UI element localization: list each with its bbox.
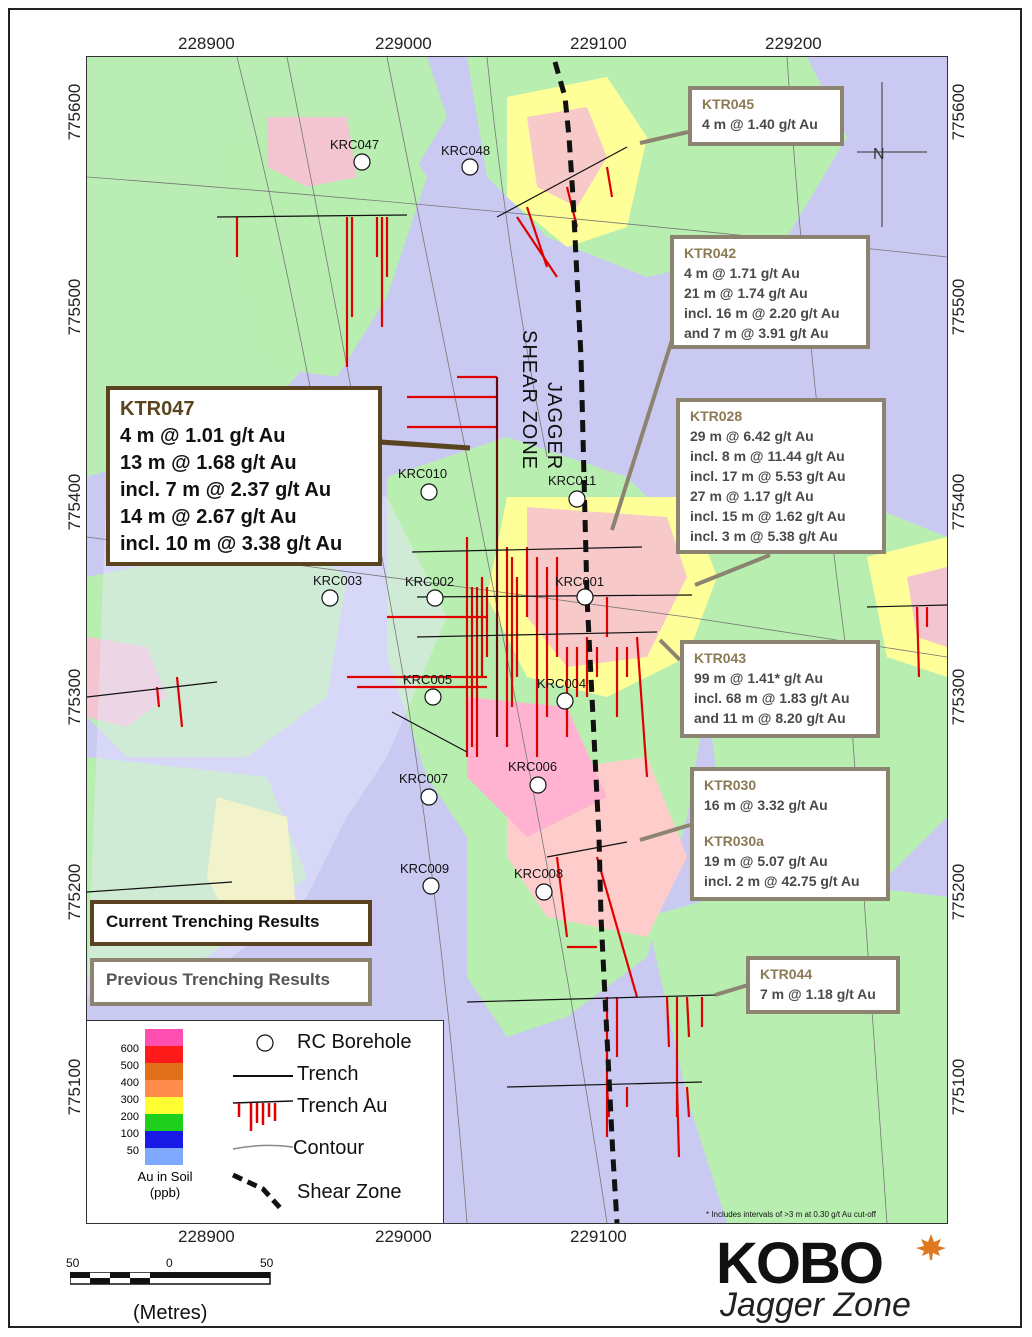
borehole-label: KRC048 <box>441 143 491 158</box>
map-subtitle: Jagger Zone <box>720 1286 911 1324</box>
result-box-ktr028 <box>676 398 886 554</box>
maple-leaf-icon <box>914 1232 948 1262</box>
result-line: incl. 7 m @ 2.37 g/t Au <box>120 479 332 501</box>
result-line: incl. 16 m @ 2.20 g/t Au <box>684 305 840 321</box>
borehole-label: KRC047 <box>330 137 380 152</box>
result-line: incl. 10 m @ 3.38 g/t Au <box>120 533 343 555</box>
y-tick-left: 775300 <box>65 668 84 726</box>
result-line: 29 m @ 6.42 g/t Au <box>690 428 814 444</box>
result-box-ktr047 <box>106 386 382 566</box>
result-line: 4 m @ 1.01 g/t Au <box>120 425 286 447</box>
x-tick-top: 229200 <box>765 34 822 53</box>
result-line: and 11 m @ 8.20 g/t Au <box>694 710 846 726</box>
key-current-results: Current Trenching Results <box>90 900 372 946</box>
result-line: and 7 m @ 3.91 g/t Au <box>684 325 829 341</box>
borehole-label: KRC001 <box>555 574 605 589</box>
borehole-label: KRC009 <box>400 861 450 876</box>
y-tick-left: 775600 <box>65 83 84 141</box>
soil-level-label: 300 <box>120 1094 139 1106</box>
result-line: 4 m @ 1.71 g/t Au <box>684 265 800 281</box>
result-title: KTR030 <box>704 777 757 793</box>
kobo-logo: KOBO <box>716 1231 882 1296</box>
result-line: 21 m @ 1.74 g/t Au <box>684 285 808 301</box>
soil-title: Au in Soil <box>137 1169 193 1184</box>
soil-level-labels <box>115 1041 139 1160</box>
result-line: incl. 8 m @ 11.44 g/t Au <box>690 448 845 464</box>
result-title: KTR045 <box>702 96 755 112</box>
y-tick-left: 775200 <box>65 863 84 921</box>
shear-zone-label-a: JAGGER <box>543 382 565 471</box>
soil-level-label: 50 <box>126 1145 139 1157</box>
result-title-2: KTR030a <box>704 833 764 849</box>
key-previous-results: Previous Trenching Results <box>90 958 372 1006</box>
result-title: KTR044 <box>760 966 813 982</box>
result-line: incl. 68 m @ 1.83 g/t Au <box>694 690 850 706</box>
legend-trench: Trench <box>297 1063 359 1085</box>
x-tick-bottom: 229100 <box>570 1227 627 1246</box>
spacer <box>704 815 876 831</box>
y-tick-left: 775500 <box>65 278 84 336</box>
borehole-label: KRC004 <box>537 676 587 691</box>
y-tick-left: 775400 <box>65 473 84 531</box>
borehole-label: KRC006 <box>508 759 558 774</box>
borehole-label: KRC008 <box>514 866 564 881</box>
legend-rc-borehole: RC Borehole <box>297 1031 412 1053</box>
soil-level-label: 400 <box>120 1077 139 1089</box>
soil-level-label: 500 <box>120 1060 139 1072</box>
scale-label-mid: 0 <box>166 1256 173 1270</box>
result-title: KTR042 <box>684 245 737 261</box>
result-line: 13 m @ 1.68 g/t Au <box>120 452 297 474</box>
y-tick-right: 775300 <box>949 668 968 726</box>
scale-label-right: 50 <box>260 1256 274 1270</box>
x-tick-top: 228900 <box>178 34 235 53</box>
borehole-label: KRC010 <box>398 466 448 481</box>
legend-trench-au: Trench Au <box>297 1095 388 1117</box>
footnote: * Includes intervals of >3 m at 0.30 g/t Au cut-off <box>706 1210 876 1219</box>
borehole-label: KRC005 <box>403 672 453 687</box>
legend-trench-au-symbol <box>239 1103 275 1131</box>
svg-text:N: N <box>873 146 885 163</box>
borehole-label: KRC007 <box>399 771 449 786</box>
soil-unit: (ppb) <box>149 1185 181 1200</box>
scale-bar <box>70 1272 280 1288</box>
y-tick-right: 775400 <box>949 473 968 531</box>
shear-zone-label-b: SHEAR ZONE <box>518 330 540 471</box>
result-line: incl. 2 m @ 42.75 g/t Au <box>704 873 860 889</box>
scale-label-left: 50 <box>66 1256 80 1270</box>
result-line: incl. 17 m @ 5.53 g/t Au <box>690 468 846 484</box>
y-tick-left: 775100 <box>65 1058 84 1116</box>
soil-level-label: 200 <box>120 1111 139 1123</box>
result-line: 14 m @ 2.67 g/t Au <box>120 506 297 528</box>
legend-shear-zone: Shear Zone <box>297 1181 402 1203</box>
result-title: KTR043 <box>694 650 747 666</box>
y-tick-right: 775600 <box>949 83 968 141</box>
borehole-label: KRC002 <box>405 574 455 589</box>
result-title: KTR047 <box>120 398 195 420</box>
result-line: 27 m @ 1.17 g/t Au <box>690 488 814 504</box>
borehole-label: KRC003 <box>313 573 363 588</box>
result-box-ktr043 <box>680 640 880 738</box>
legend-contour-symbol <box>233 1145 293 1149</box>
y-tick-right: 775500 <box>949 278 968 336</box>
soil-level-label: 100 <box>120 1128 139 1140</box>
result-box-ktr045 <box>688 86 844 146</box>
x-tick-top: 229100 <box>570 34 627 53</box>
result-box-ktr044 <box>746 956 900 1014</box>
result-line: incl. 3 m @ 5.38 g/t Au <box>690 528 838 544</box>
y-tick-right: 775100 <box>949 1058 968 1116</box>
borehole-label: KRC011 <box>548 473 597 488</box>
legend-contour: Contour <box>293 1137 365 1159</box>
result-box-ktr030 <box>690 767 890 901</box>
x-tick-top: 229000 <box>375 34 432 53</box>
legend-panel <box>86 1020 444 1224</box>
x-tick-bottom: 229000 <box>375 1227 432 1246</box>
y-tick-right: 775200 <box>949 863 968 921</box>
x-tick-bottom: 228900 <box>178 1227 235 1246</box>
result-line: incl. 15 m @ 1.62 g/t Au <box>690 508 846 524</box>
result-line: 99 m @ 1.41* g/t Au <box>694 670 824 686</box>
result-title: KTR028 <box>690 408 743 424</box>
soil-level-label: 600 <box>120 1043 139 1055</box>
scale-unit: (Metres) <box>133 1302 208 1324</box>
result-box-ktr042 <box>670 235 870 349</box>
result-line: 4 m @ 1.40 g/t Au <box>702 116 818 132</box>
legend-rc-borehole-symbol <box>257 1035 273 1051</box>
result-line: 16 m @ 3.32 g/t Au <box>704 797 828 813</box>
result-line: 19 m @ 5.07 g/t Au <box>704 853 828 869</box>
result-line: 7 m @ 1.18 g/t Au <box>760 986 876 1002</box>
legend-shear-zone-symbol <box>233 1175 283 1211</box>
